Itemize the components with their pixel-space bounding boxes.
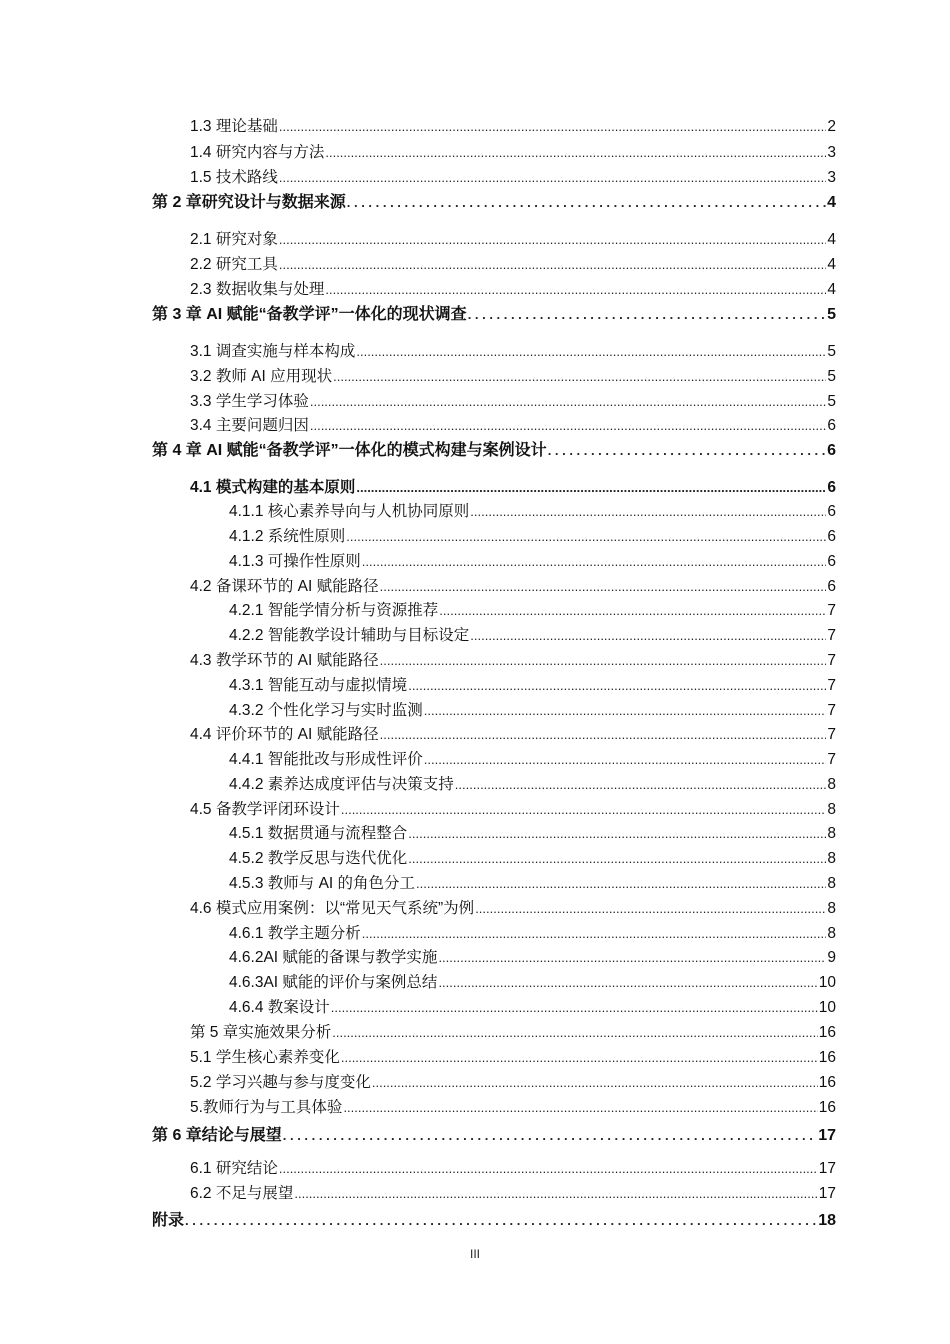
toc-leader-dots [310, 395, 827, 408]
toc-leader-dots [279, 233, 827, 246]
toc-entry[interactable] [190, 364, 836, 386]
toc-entry-page: 16 [818, 1099, 836, 1116]
toc-entry[interactable] [190, 165, 836, 187]
toc-entry-page: 3 [827, 144, 836, 161]
toc-leader-dots [279, 258, 827, 271]
toc-entry[interactable] [229, 698, 836, 720]
toc-entry-title: 2.2 研究工具 [190, 256, 278, 273]
toc-entry-page: 6 [827, 442, 836, 459]
toc-entry[interactable] [190, 896, 836, 918]
toc-entry[interactable] [190, 277, 836, 299]
toc-entry[interactable] [152, 301, 836, 324]
toc-entry-title: 4.1.1 核心素养导向与人机协同原则 [229, 503, 470, 520]
toc-entry[interactable] [229, 623, 836, 645]
toc-leader-dots [356, 481, 826, 494]
toc-entry-title: 4.3 教学环节的 AI 赋能路径 [190, 652, 379, 669]
toc-leader-dots [356, 345, 826, 358]
toc-entry-page: 6 [827, 479, 836, 496]
toc-entry[interactable] [229, 995, 836, 1017]
toc-leader-dots [424, 704, 827, 717]
toc-entry[interactable] [152, 1122, 836, 1145]
toc-entry-page: 6 [827, 528, 836, 545]
toc-entry[interactable] [190, 252, 836, 274]
toc-entry-title: 5.1 学生核心素养变化 [190, 1049, 340, 1066]
toc-entry-page: 8 [827, 900, 836, 917]
toc-entry-page: 4 [827, 231, 836, 248]
toc-entry-title: 4.2.2 智能教学设计辅助与目标设定 [229, 627, 470, 644]
toc-leader-dots [470, 629, 826, 642]
toc-entry[interactable] [190, 1045, 836, 1067]
toc-entry-title: 附录 [152, 1212, 185, 1229]
toc-entry-page: 5 [827, 343, 836, 360]
toc-entry-page: 8 [827, 875, 836, 892]
toc-entry-title: 4.6 模式应用案例：以“常见天气系统”为例 [190, 900, 475, 917]
page-number: III [469, 1247, 480, 1261]
toc-entry-page: 4 [827, 194, 836, 211]
toc-entry[interactable] [229, 921, 836, 943]
toc-entry-title: 1.3 理论基础 [190, 118, 278, 135]
toc-entry[interactable] [190, 1181, 836, 1203]
toc-entry[interactable] [190, 1070, 836, 1092]
toc-entry-title: 第 3 章 AI 赋能“备教学评”一体化的现状调查 [152, 306, 467, 323]
toc-leader-dots [438, 976, 817, 989]
toc-entry-title: 4.5.2 教学反思与迭代优化 [229, 850, 408, 867]
toc-entry-title: 3.4 主要问题归因 [190, 417, 309, 434]
toc-leader-dots [424, 753, 827, 766]
toc-entry-title: 3.2 教师 AI 应用现状 [190, 368, 333, 385]
toc-entry-title: 4.6.2AI 赋能的备课与教学实施 [229, 949, 438, 966]
toc-entry-title: 4.2 备课环节的 AI 赋能路径 [190, 578, 379, 595]
toc-leader-dots [438, 951, 826, 964]
toc-entry[interactable] [229, 747, 836, 769]
toc-leader-dots [408, 679, 826, 692]
toc-entry-page: 7 [827, 702, 836, 719]
toc-entry-title: 1.5 技术路线 [190, 169, 278, 186]
toc-entry-title: 4.1.2 系统性原则 [229, 528, 346, 545]
toc-entry-title: 4.4.2 素养达成度评估与决策支持 [229, 776, 454, 793]
toc-entry[interactable] [229, 549, 836, 571]
toc-leader-dots [279, 1162, 818, 1175]
toc-entry[interactable] [190, 797, 836, 819]
toc-entry[interactable] [229, 772, 836, 794]
toc-entry-title: 2.3 数据收集与处理 [190, 281, 325, 298]
toc-leader-dots [408, 827, 826, 840]
toc-leader-dots [548, 444, 826, 457]
toc-leader-dots [346, 530, 826, 543]
toc-entry[interactable] [190, 1020, 836, 1042]
toc-leader-dots [279, 120, 827, 133]
toc-entry-page: 17 [818, 1185, 836, 1202]
toc-entry-title: 5.教师行为与工具体验 [190, 1099, 343, 1116]
toc-entry[interactable] [190, 574, 836, 596]
toc-entry[interactable] [229, 499, 836, 521]
toc-entry-page: 18 [818, 1212, 836, 1229]
toc-entry-title: 6.1 研究结论 [190, 1160, 278, 1177]
toc-entry[interactable] [190, 648, 836, 670]
toc-entry-page: 7 [827, 652, 836, 669]
toc-entry-title: 4.4 评价环节的 AI 赋能路径 [190, 726, 379, 743]
toc-entry[interactable] [229, 524, 836, 546]
toc-leader-dots [283, 1129, 817, 1142]
toc-entry[interactable] [229, 598, 836, 620]
toc-leader-dots [333, 370, 826, 383]
toc-entry-page: 6 [827, 553, 836, 570]
toc-entry-page: 7 [827, 677, 836, 694]
toc-entry[interactable] [190, 339, 836, 361]
toc-entry-page: 8 [827, 850, 836, 867]
toc-entry-page: 3 [827, 169, 836, 186]
toc-entry-page: 10 [818, 974, 836, 991]
toc-entry-title: 4.1 模式构建的基本原则 [190, 479, 356, 496]
toc-leader-dots [343, 1101, 817, 1114]
toc-entry[interactable] [190, 227, 836, 249]
toc-entry-page: 7 [827, 602, 836, 619]
toc-entry-page: 8 [827, 925, 836, 942]
toc-entry-page: 6 [827, 417, 836, 434]
toc-entry-page: 10 [818, 999, 836, 1016]
toc-entry[interactable] [190, 1156, 836, 1178]
toc-entry-page: 7 [827, 726, 836, 743]
toc-leader-dots [341, 1051, 818, 1064]
toc-entry-page: 16 [818, 1049, 836, 1066]
toc-entry-page: 6 [827, 503, 836, 520]
toc-entry-page: 17 [818, 1127, 836, 1144]
toc-entry-page: 8 [827, 801, 836, 818]
toc-entry-title: 3.1 调查实施与样本构成 [190, 343, 356, 360]
toc-leader-dots [347, 196, 826, 209]
toc-leader-dots [439, 604, 826, 617]
toc-entry-title: 4.6.1 教学主题分析 [229, 925, 361, 942]
toc-entry-page: 7 [827, 627, 836, 644]
toc-leader-dots [475, 902, 826, 915]
toc-entry-page: 7 [827, 751, 836, 768]
toc-entry[interactable] [152, 1207, 836, 1230]
toc-entry-page: 5 [827, 306, 836, 323]
toc-leader-dots [380, 654, 827, 667]
toc-entry[interactable] [229, 821, 836, 843]
toc-entry-title: 3.3 学生学习体验 [190, 393, 309, 410]
toc-entry-page: 8 [827, 776, 836, 793]
toc-entry[interactable] [190, 140, 836, 162]
toc-entry-title: 4.5 备教学评闭环设计 [190, 801, 340, 818]
toc-leader-dots [310, 419, 827, 432]
toc-entry[interactable] [152, 437, 836, 460]
toc-leader-dots [332, 1026, 818, 1039]
toc-leader-dots [325, 283, 826, 296]
toc-entry-page: 16 [818, 1074, 836, 1091]
toc-entry-title: 第 6 章结论与展望 [152, 1127, 282, 1144]
toc-entry[interactable] [190, 389, 836, 411]
toc-leader-dots [185, 1214, 817, 1227]
toc-entry-title: 4.3.2 个性化学习与实时监测 [229, 702, 423, 719]
toc-leader-dots [408, 852, 826, 865]
toc-entry-title: 4.4.1 智能批改与形成性评价 [229, 751, 423, 768]
toc-leader-dots [362, 555, 827, 568]
toc-leader-dots [331, 1001, 818, 1014]
toc-entry[interactable] [229, 970, 836, 992]
toc-leader-dots [325, 146, 826, 159]
toc-leader-dots [362, 927, 827, 940]
toc-entry-title: 第 5 章实施效果分析 [190, 1024, 332, 1041]
toc-entry-title: 5.2 学习兴趣与参与度变化 [190, 1074, 371, 1091]
toc-entry-page: 17 [818, 1160, 836, 1177]
toc-entry[interactable] [229, 945, 836, 967]
toc-entry-title: 4.6.3AI 赋能的评价与案例总结 [229, 974, 438, 991]
toc-entry-page: 5 [827, 368, 836, 385]
toc-entry-page: 9 [827, 949, 836, 966]
toc-entry-title: 4.5.3 教师与 AI 的角色分工 [229, 875, 416, 892]
toc-entry-page: 5 [827, 393, 836, 410]
toc-leader-dots [468, 308, 826, 321]
toc-entry[interactable] [229, 871, 836, 893]
toc-leader-dots [380, 580, 827, 593]
toc-entry[interactable] [152, 189, 836, 212]
toc-entry-page: 4 [827, 256, 836, 273]
toc-leader-dots [279, 171, 827, 184]
toc-entry-title: 6.2 不足与展望 [190, 1185, 294, 1202]
toc-leader-dots [470, 505, 826, 518]
toc-leader-dots [294, 1187, 817, 1200]
toc-entry-page: 2 [827, 118, 836, 135]
toc-entry-page: 6 [827, 578, 836, 595]
toc-entry-title: 1.4 研究内容与方法 [190, 144, 325, 161]
toc-entry-title: 4.6.4 教案设计 [229, 999, 330, 1016]
toc-entry-title: 4.5.1 数据贯通与流程整合 [229, 825, 408, 842]
toc-entry-title: 4.2.1 智能学情分析与资源推荐 [229, 602, 439, 619]
toc-leader-dots [372, 1076, 818, 1089]
toc-entry[interactable] [229, 846, 836, 868]
toc-entry[interactable] [190, 413, 836, 435]
toc-entry[interactable] [229, 673, 836, 695]
toc-entry[interactable] [190, 1095, 836, 1117]
toc-entry-title: 第 4 章 AI 赋能“备教学评”一体化的模式构建与案例设计 [152, 442, 547, 459]
toc-leader-dots [455, 778, 827, 791]
toc-entry-title: 2.1 研究对象 [190, 231, 278, 248]
toc-entry-page: 8 [827, 825, 836, 842]
toc-leader-dots [341, 803, 827, 816]
toc-entry[interactable] [190, 475, 836, 497]
toc-entry-title: 4.3.1 智能互动与虚拟情境 [229, 677, 408, 694]
toc-entry[interactable] [190, 114, 836, 136]
toc-leader-dots [416, 877, 826, 890]
toc-entry[interactable] [190, 722, 836, 744]
toc-leader-dots [380, 728, 827, 741]
toc-entry-title: 第 2 章研究设计与数据来源 [152, 194, 346, 211]
toc-entry-title: 4.1.3 可操作性原则 [229, 553, 361, 570]
toc-entry-page: 16 [818, 1024, 836, 1041]
toc-entry-page: 4 [827, 281, 836, 298]
